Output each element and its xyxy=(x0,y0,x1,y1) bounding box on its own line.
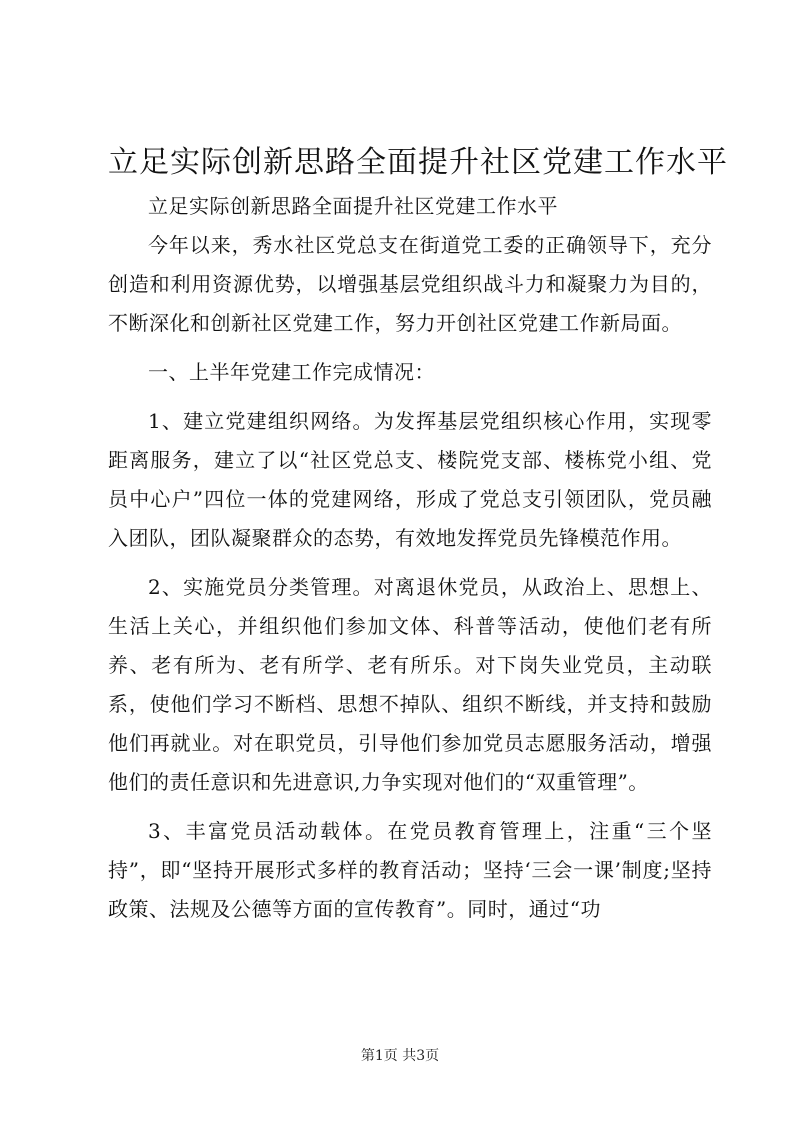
document-title: 立足实际创新思路全面提升社区党建工作水平 xyxy=(108,145,728,180)
intro-paragraph: 今年以来，秀水社区党总支在街道党工委的正确领导下，充分创造和利用资源优势，以增强基层党组织战斗力和凝聚力为目的，不断深化和创新社区党建工作，努力开创社区党建工作新局面。 xyxy=(108,233,712,335)
subtitle-paragraph: 立足实际创新思路全面提升社区党建工作水平 xyxy=(148,194,558,218)
document-body xyxy=(108,187,712,929)
section-heading: 一、上半年党建工作完成情况： xyxy=(148,360,435,384)
page-number-footer: 第1页 共3页 xyxy=(360,1048,440,1064)
paragraph-member-management: 2、实施党员分类管理。对离退休党员，从政治上、思想上、生活上关心，并组织他们参加文体、科普等活动，使他们老有所养、老有所为、老有所学、老有所乐。对下岗失业党员，主动联系，使他们学习不断档、思想不掉队、组织不断线，并支持和鼓励他们再就业。对在职党员，引导他们参加党员志愿服务活动，增强他们的责任意识和先进意识,力争实现对他们的“双重管理”。 xyxy=(108,575,712,794)
paragraph-organization-network: 1、建立党建组织网络。为发挥基层党组织核心作用，实现零距离服务，建立了以“社区党总支、楼院党支部、楼栋党小组、党员中心户”四位一体的党建网络，形成了党总支引领团队，党员融入团队，团队凝聚群众的态势，有效地发挥党员先锋模范作用。 xyxy=(108,409,712,550)
paragraph-activity-carriers: 3、丰富党员活动载体。在党员教育管理上，注重“三个坚持”，即“坚持开展形式多样的教育活动；坚持‘三会一课’制度;坚持政策、法规及公德等方面的宣传教育”。同时，通过“功 xyxy=(108,819,712,921)
